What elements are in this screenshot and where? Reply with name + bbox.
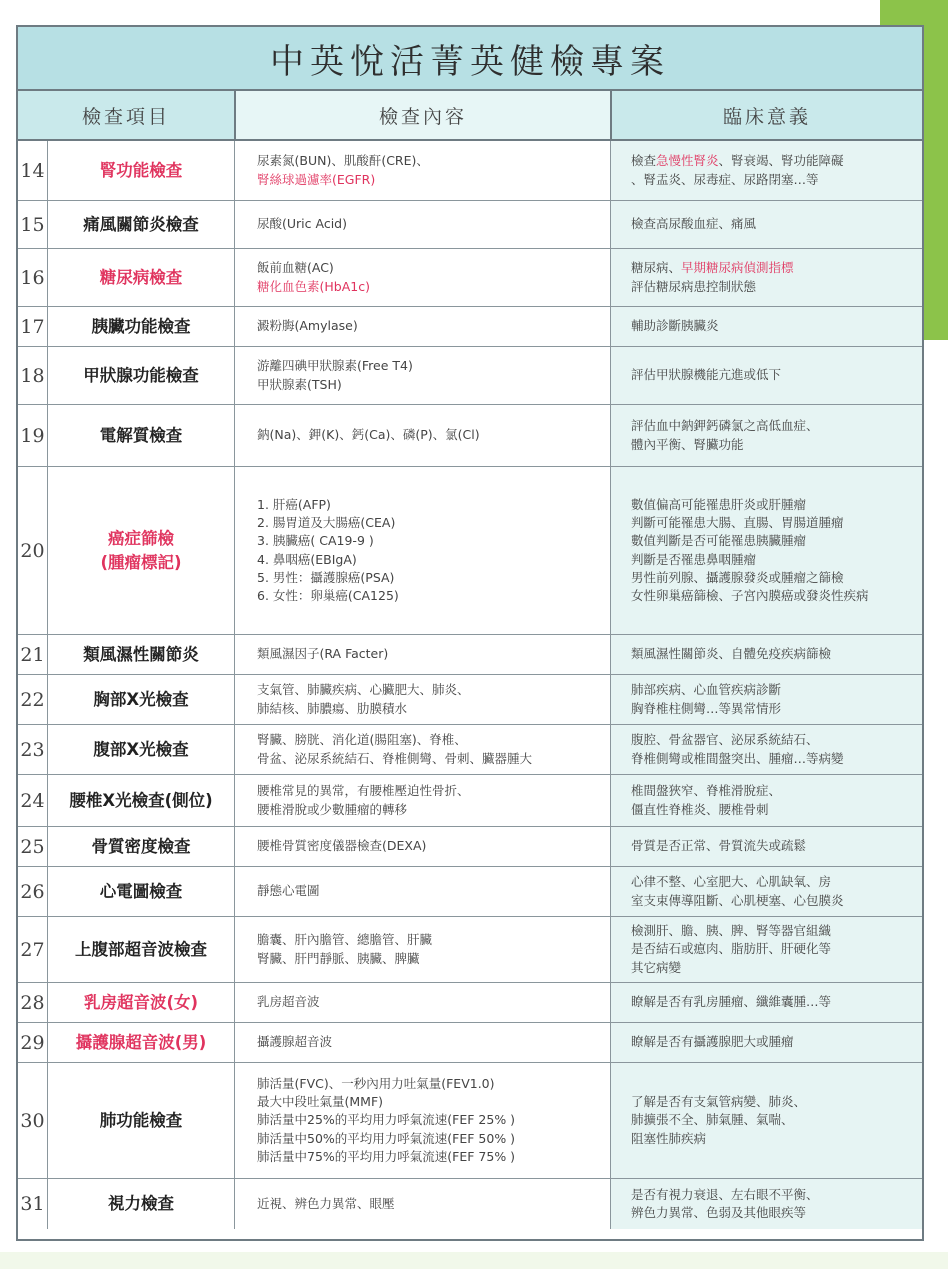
text-line [257,700,610,718]
exam-name: 腹部X光檢查 [93,739,189,759]
text-line [631,873,922,891]
exam-name: 攝護腺超音波(男) [75,1032,207,1052]
table-row [18,1063,922,1179]
text-segment: 游離四碘甲狀腺素(Free T4) [257,358,413,374]
text-line [631,436,922,454]
exam-name: 心電圖檢查 [99,881,183,901]
text-segment: 腹腔、骨盆器官、泌尿系統結石、 [631,732,819,748]
text-line [631,681,922,699]
clinical-meaning [610,141,922,200]
exam-name: 腎功能檢查 [99,160,183,180]
exam-name: 癌症篩檢 (腫瘤標記) [100,529,182,572]
text-line [257,587,610,605]
text-line [631,700,922,718]
text-segment: 2. 腸胃道及大腸癌(CEA) [257,515,396,531]
text-line [631,278,922,296]
decorative-bottom-strip [0,1252,948,1269]
text-line [257,152,610,170]
row-number: 26 [18,867,48,916]
clinical-meaning [610,867,922,916]
exam-name: 肺功能檢查 [99,1110,183,1130]
text-segment: 輔助診斷胰臟炎 [631,318,719,334]
clinical-meaning [610,1063,922,1178]
text-line [257,1195,610,1213]
text-line [631,892,922,910]
clinical-meaning [610,775,922,826]
text-segment: 骨盆、泌尿系統結石、脊椎側彎、骨刺、臟器腫大 [257,750,533,766]
text-line [257,551,610,569]
text-line [631,496,922,514]
text-line [257,801,610,819]
text-segment: 評估甲狀腺機能亢進或低下 [631,367,782,383]
clinical-meaning [610,635,922,674]
text-line [257,882,610,900]
exam-content [234,405,610,466]
text-segment: 5. 男性：攝護腺癌(PSA) [257,569,395,585]
text-segment: 4. 鼻咽癌(EBIgA) [257,551,357,567]
table-row [18,307,922,347]
table-row [18,467,922,635]
text-line [257,357,610,375]
text-segment: 尿酸(Uric Acid) [257,216,347,232]
table-row [18,405,922,467]
table-row [18,1023,922,1063]
text-segment: 鈉(Na)、鉀(K)、鈣(Ca)、磷(P)、氯(Cl) [257,427,480,443]
text-line [257,782,610,800]
exam-content [234,1023,610,1062]
exam-content [234,141,610,200]
exam-name: 胰臟功能檢查 [91,316,191,336]
text-segment: 腰椎常見的異常，有腰椎壓迫性骨折、 [257,783,470,799]
text-line [631,152,922,170]
text-line [257,950,610,968]
text-segment: 檢查高尿酸血症、痛風 [631,216,757,232]
exam-content [234,1063,610,1178]
text-line [257,681,610,699]
row-number: 18 [18,347,48,404]
table-row [18,249,922,307]
text-line [257,1148,610,1166]
text-segment: 肺活量中75%的平均用力呼氣流速(FEF 75% ) [257,1148,516,1164]
header-item: 檢查項目 [81,105,170,128]
text-segment: 支氣管、肺臟疾病、心臟肥大、肺炎、 [257,682,470,698]
text-line [257,1111,610,1129]
clinical-meaning [610,405,922,466]
text-segment: 瞭解是否有乳房腫瘤、纖維囊腫…等 [631,994,832,1010]
text-line [257,278,610,296]
text-segment: 脊椎側彎或椎間盤突出、腫瘤…等病變 [631,750,844,766]
table-body [18,141,922,1229]
table-row [18,867,922,917]
text-segment: 僵直性脊椎炎、腰椎骨刺 [631,801,769,817]
row-number: 16 [18,249,48,306]
text-segment: 胸脊椎柱側彎…等異常情形 [631,700,782,716]
exam-name: 糖尿病檢查 [99,267,183,287]
text-segment: 肺活量中50%的平均用力呼氣流速(FEF 50% ) [257,1130,516,1146]
text-line [257,750,610,768]
text-segment: 是否有視力衰退、左右眼不平衡、 [631,1186,819,1202]
text-line [631,1111,922,1129]
text-line [257,1075,610,1093]
text-segment: 1. 肝癌(AFP) [257,497,331,513]
text-line [257,514,610,532]
text-segment: 辨色力異常、色弱及其他眼疾等 [631,1205,807,1220]
row-number: 31 [18,1179,48,1229]
exam-name: 甲狀腺功能檢查 [83,365,199,385]
text-segment: 、腎衰竭、腎功能障礙 [718,153,844,169]
text-line [631,645,922,663]
text-line [631,532,922,550]
text-line [257,496,610,514]
text-segment: 骨質是否正常、骨質流失或疏鬆 [631,838,807,854]
clinical-meaning [610,201,922,248]
clinical-meaning [610,675,922,724]
row-number: 14 [18,141,48,200]
text-line [631,922,922,940]
text-segment: 飯前血糖(AC) [257,260,334,276]
exam-content [234,1179,610,1229]
text-line [631,551,922,569]
text-segment: 其它病變 [631,959,682,975]
exam-content [234,347,610,404]
exam-content [234,467,610,634]
highlight-text: 急慢性腎炎 [656,153,719,169]
page-title: 中英悅活菁英健檢專案 [270,41,670,82]
highlight-text: 腎絲球過濾率(EGFR) [257,171,376,187]
text-line [631,1130,922,1148]
table-row [18,983,922,1023]
text-line [631,366,922,384]
clinical-meaning [610,1179,922,1229]
table-row [18,725,922,775]
text-line [631,782,922,800]
text-segment: 類風濕性關節炎、自體免疫疾病篩檢 [631,646,832,662]
text-line [257,426,610,444]
text-line [631,837,922,855]
table-row [18,635,922,675]
text-line [257,215,610,233]
clinical-meaning [610,347,922,404]
exam-content [234,867,610,916]
text-segment: 評估血中鈉鉀鈣磷氯之高低血症、 [631,418,819,434]
text-segment: 阻塞性肺疾病 [631,1130,707,1146]
text-segment: 數值偏高可能罹患肝炎或肝腫瘤 [631,497,807,513]
clinical-meaning [610,827,922,866]
text-line [631,940,922,958]
text-segment: 腰椎滑脫或少數腫瘤的轉移 [257,801,408,817]
text-segment: 是否結石或瘜肉、脂肪肝、肝硬化等 [631,941,832,957]
text-line [631,1186,922,1204]
text-line [257,837,610,855]
text-line [631,417,922,435]
row-number: 21 [18,635,48,674]
row-number: 17 [18,307,48,346]
text-segment: 最大中段吐氣量(MMF) [257,1094,384,1110]
text-segment: 尿素氮(BUN)、肌酸酐(CRE)、 [257,153,429,169]
clinical-meaning [610,725,922,774]
exam-content [234,725,610,774]
text-segment: 檢測肝、膽、胰、脾、腎等器官組織 [631,923,832,939]
text-line [631,171,922,189]
text-line [257,171,610,189]
highlight-text: 糖化血色素(HbA1c) [257,278,370,294]
row-number: 23 [18,725,48,774]
text-segment: 肺部疾病、心血管疾病診斷 [631,682,782,698]
text-line [631,259,922,277]
text-line [257,569,610,587]
text-segment: 靜態心電圖 [257,883,320,899]
text-segment: 判斷可能罹患大腸、直腸、胃腸道腫瘤 [631,515,844,531]
clinical-meaning [610,917,922,982]
clinical-meaning [610,1023,922,1062]
text-segment: 6. 女性：卵巢癌(CA125) [257,587,399,603]
text-line [631,215,922,233]
clinical-meaning [610,307,922,346]
exam-content [234,249,610,306]
text-line [631,959,922,977]
text-segment: 了解是否有支氣管病變、肺炎、 [631,1094,807,1110]
text-segment: 室支束傳導阻斷、心肌梗塞、心包膜炎 [631,892,844,908]
exam-content [234,917,610,982]
table-row [18,675,922,725]
text-segment: 數值判斷是否可能罹患胰臟腫瘤 [631,533,807,549]
text-segment: 腎臟、肝門靜脈、胰臟、脾臟 [257,950,420,966]
text-line [631,1093,922,1111]
table-row [18,775,922,827]
text-segment: 腰椎骨質密度儀器檢查(DEXA) [257,838,427,854]
row-number: 24 [18,775,48,826]
text-segment: 糖尿病、 [631,260,682,276]
text-line [257,993,610,1011]
row-number: 28 [18,983,48,1022]
header-meaning: 臨床意義 [610,91,922,139]
text-line [631,750,922,768]
text-line [631,731,922,749]
text-line [631,317,922,335]
clinical-meaning [610,467,922,634]
exam-content [234,675,610,724]
row-number: 27 [18,917,48,982]
text-segment: 女性卵巢癌篩檢、子宮內膜癌或發炎性疾病 [631,587,869,603]
exam-name: 腰椎X光檢查(側位) [69,790,213,810]
text-segment: 心律不整、心室肥大、心肌缺氧、房 [631,874,832,890]
text-line [631,587,922,605]
clinical-meaning [610,983,922,1022]
exam-content [234,307,610,346]
row-number: 25 [18,827,48,866]
exam-name: 視力檢查 [108,1194,174,1214]
text-segment: 肺擴張不全、肺氣腫、氣喘、 [631,1112,794,1128]
text-line [257,532,610,550]
text-segment: 澱粉脢(Amylase) [257,318,358,334]
row-number: 19 [18,405,48,466]
text-line [631,1033,922,1051]
text-line [631,569,922,587]
highlight-text: 早期糖尿病偵測指標 [681,260,794,276]
exam-name: 類風濕性關節炎 [83,644,199,664]
exam-name: 電解質檢查 [99,425,183,445]
text-segment: 椎間盤狹窄、脊椎滑脫症、 [631,783,782,799]
table-row [18,141,922,201]
table-row [18,917,922,983]
text-segment: 肺結核、肺膿瘍、肋膜積水 [257,700,408,716]
checkup-table [16,25,924,1241]
text-line [257,1033,610,1051]
exam-name: 痛風關節炎檢查 [83,214,199,234]
text-segment: 評估糖尿病患控制狀態 [631,278,757,294]
exam-name: 乳房超音波(女) [83,992,199,1012]
text-line [257,317,610,335]
table-row [18,347,922,405]
table-row [18,201,922,249]
text-segment: 男性前列腺、攝護腺發炎或腫瘤之篩檢 [631,569,844,585]
title-banner [18,27,922,91]
text-segment: 體內平衡、腎臟功能 [631,436,744,452]
text-segment: 瞭解是否有攝護腺肥大或腫瘤 [631,1034,794,1050]
text-line [631,801,922,819]
text-line [257,931,610,949]
exam-content [234,201,610,248]
exam-content [234,983,610,1022]
row-number: 29 [18,1023,48,1062]
text-segment: 肺活量中25%的平均用力呼氣流速(FEF 25% ) [257,1112,516,1128]
text-line [631,1204,922,1222]
table-row [18,827,922,867]
text-segment: 3. 胰臟癌( CA19-9 ) [257,533,374,549]
text-segment: 腎臟、膀胱、消化道(腸阻塞)、脊椎、 [257,732,467,748]
text-segment: 攝護腺超音波 [257,1034,333,1050]
exam-name: 上腹部超音波檢查 [75,939,207,959]
row-number: 15 [18,201,48,248]
row-number: 30 [18,1063,48,1178]
table-row [18,1179,922,1229]
header-row [18,91,922,141]
exam-content [234,775,610,826]
text-segment: 近視、辨色力異常、眼壓 [257,1195,395,1211]
text-segment: 甲狀腺素(TSH) [257,376,342,392]
clinical-meaning [610,249,922,306]
text-line [257,376,610,394]
text-segment: 膽囊、肝內膽管、總膽管、肝臟 [257,932,433,948]
text-line [257,731,610,749]
header-content: 檢查內容 [234,91,610,139]
exam-name: 骨質密度檢查 [91,836,191,856]
exam-name: 胸部X光檢查 [93,689,189,709]
text-line [257,1130,610,1148]
row-number: 22 [18,675,48,724]
text-segment: 判斷是否罹患鼻咽腫瘤 [631,551,757,567]
text-segment: 類風濕因子(RA Facter) [257,646,389,662]
text-line [257,1093,610,1111]
text-line [257,259,610,277]
text-segment: 肺活量(FVC)、一秒內用力吐氣量(FEV1.0) [257,1076,495,1092]
text-segment: 、腎盂炎、尿毒症、尿路閉塞…等 [631,171,819,187]
text-segment: 檢查 [631,153,657,169]
exam-content [234,635,610,674]
text-line [631,993,922,1011]
text-line [257,645,610,663]
exam-content [234,827,610,866]
row-number: 20 [18,467,48,634]
text-line [631,514,922,532]
text-segment: 乳房超音波 [257,994,320,1010]
